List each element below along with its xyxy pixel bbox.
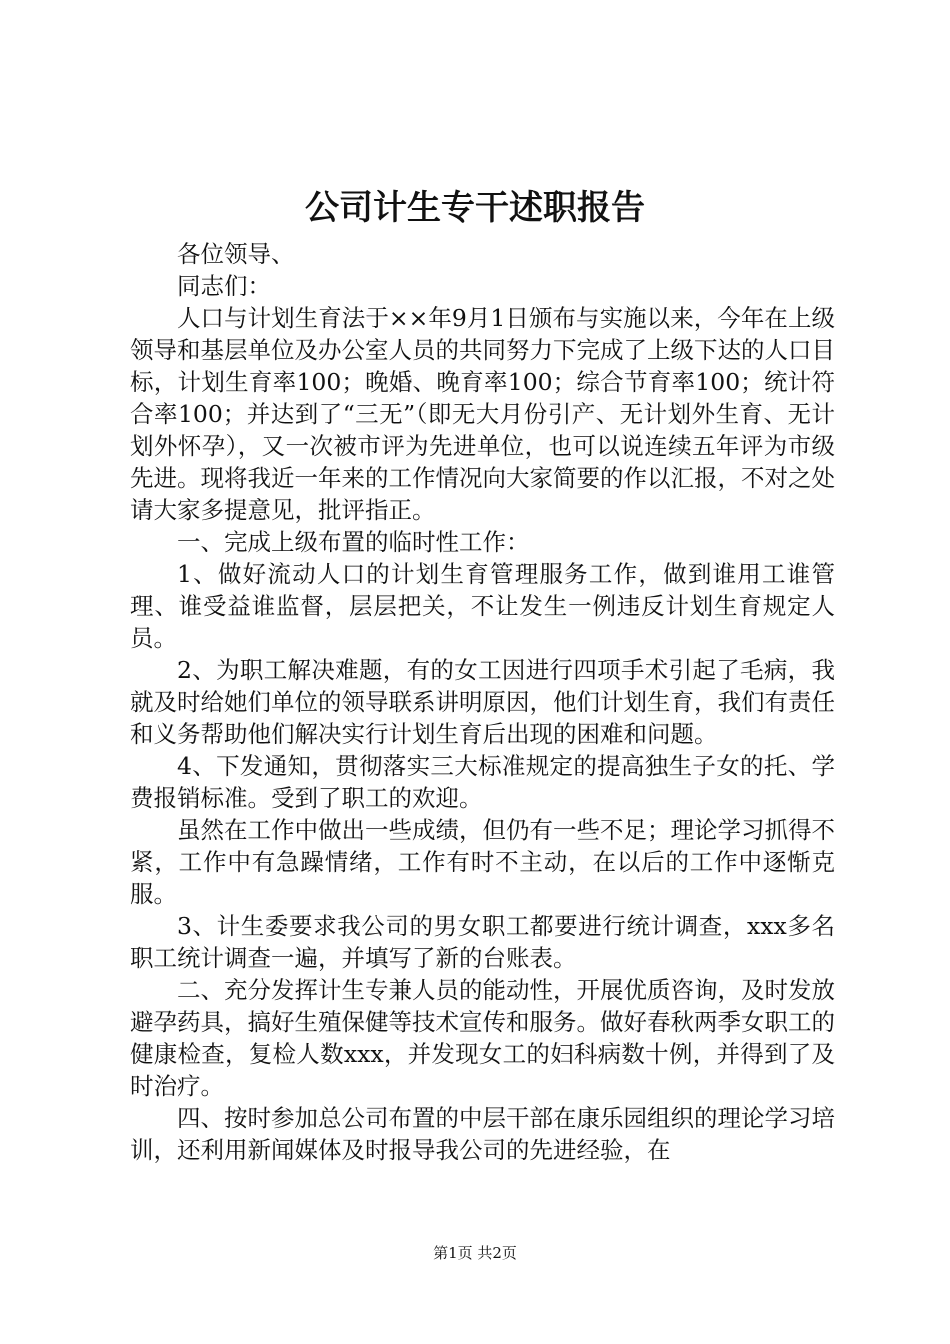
body-paragraph: 人口与计划生育法于××年9月1日颁布与实施以来，今年在上级领导和基层单位及办公室人员的共同努力下完成了上级下达的人口目标，计划生育率100；晚婚、晚育率100；综合节育率100；统计符合率100；并达到了“三无”（即无大月份引产、无计划外生育、无计划外怀孕），又一次被市评为先进单位，也可以说连续五年评为市级先进。现将我近一年来的工作情况向大家简要的作以汇报，不对之处请大家多提意见，批评指正。 xyxy=(130,304,835,524)
salutation-line: 各位领导、 xyxy=(177,240,295,268)
document-body xyxy=(130,238,835,1166)
body-paragraph: 四、按时参加总公司布置的中层干部在康乐园组织的理论学习培训，还利用新闻媒体及时报导我公司的先进经验，在 xyxy=(130,1104,835,1164)
document-title: 公司计生专干述职报告 xyxy=(305,188,645,228)
body-paragraph: 3、计生委要求我公司的男女职工都要进行统计调查，xxx多名职工统计调查一遍，并填写了新的台账表。 xyxy=(130,912,835,972)
section-heading: 一、完成上级布置的临时性工作： xyxy=(177,528,530,556)
body-paragraph: 2、为职工解决难题，有的女工因进行四项手术引起了毛病，我就及时给她们单位的领导联系讲明原因，他们计划生育，我们有责任和义务帮助他们解决实行计划生育后出现的困难和问题。 xyxy=(130,656,835,748)
body-paragraph: 二、充分发挥计生专兼人员的能动性，开展优质咨询，及时发放避孕药具，搞好生殖保健等技术宣传和服务。做好春秋两季女职工的健康检查，复检人数xxx，并发现女工的妇科病数十例，并得到了及时治疗。 xyxy=(130,976,835,1100)
salutation-line: 同志们： xyxy=(177,272,271,300)
body-paragraph: 1、做好流动人口的计划生育管理服务工作，做到谁用工谁管理、谁受益谁监督，层层把关，不让发生一例违反计划生育规定人员。 xyxy=(130,560,835,652)
page-number-footer: 第1页 共2页 xyxy=(433,1244,517,1262)
body-paragraph: 虽然在工作中做出一些成绩，但仍有一些不足；理论学习抓得不紧，工作中有急躁情绪，工作有时不主动，在以后的工作中逐惭克服。 xyxy=(130,816,835,908)
body-paragraph: 4、下发通知，贯彻落实三大标准规定的提高独生子女的托、学费报销标准。受到了职工的欢迎。 xyxy=(130,752,835,812)
